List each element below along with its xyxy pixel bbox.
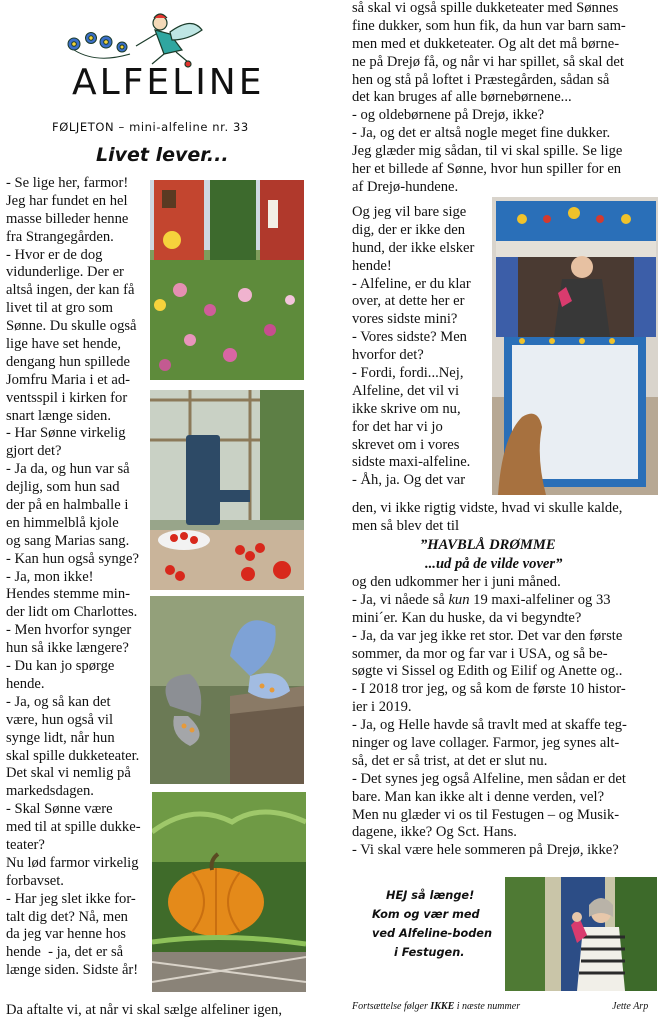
- text-line: det kan bruges af alle børnebørnene...: [352, 89, 572, 106]
- text-line: - Skal Sønne være: [6, 801, 113, 818]
- text-line: vidunderlige. Der er: [6, 264, 124, 281]
- text-line: markedsdagen.: [6, 783, 94, 800]
- feuilleton-subtitle: FØLJETON – mini-alfeline nr. 33: [52, 120, 249, 134]
- text-line: Det skal vi nemlig på: [6, 765, 131, 782]
- pumpkin-photo: [152, 792, 306, 992]
- text-line: - Åh, ja. Og det var: [352, 472, 466, 489]
- text-line: hende.: [6, 675, 45, 692]
- text-line: - og oldebørnene på Drejø, ikke?: [352, 107, 545, 124]
- text-line: hun så ikke længere?: [6, 640, 129, 657]
- text-line: hvorfor det?: [352, 347, 424, 364]
- text-line: - Ja, og det er altså nogle meget fine dukker.: [352, 125, 611, 142]
- right-column-lower-text: [352, 574, 627, 860]
- text-line: fra Strangegården.: [6, 228, 114, 245]
- text-line: - Ja da, og hun var så: [6, 461, 130, 478]
- text-line: gjort det?: [6, 443, 62, 460]
- text-line: skrevet om i vores: [352, 436, 460, 453]
- text-line: ninger og lave collager. Farmor, jeg synes alt-: [352, 735, 620, 752]
- text-line: - Vores sidste? Men: [352, 329, 467, 346]
- text-line: sidste maxi-alfeline.: [352, 454, 471, 471]
- text-line: talt dig det? Nå, men: [6, 908, 128, 925]
- text-line: så skal vi også spille dukketeater med Sønnes: [352, 0, 619, 16]
- text-line: så, det er så trist, at det er slut nu.: [352, 752, 548, 769]
- book-subtitle-heading: ...ud på de vilde vover”: [425, 556, 563, 572]
- author-name: Jette Arp: [612, 1001, 649, 1012]
- text-line: - Har jeg slet ikke for-: [6, 890, 136, 907]
- farewell-line: Kom og vær med: [372, 908, 480, 921]
- text-line: synge lidt, når hun: [6, 729, 115, 746]
- text-line: altså ingen, der kan få: [6, 282, 135, 299]
- text-line: - Alfeline, er du klar: [352, 275, 471, 292]
- text-line: - Det synes jeg også Alfeline, men sådan er det: [352, 770, 626, 787]
- garden-flowers-photo: [150, 180, 304, 380]
- text-line: masse billeder henne: [6, 210, 129, 227]
- farewell-line: i Festugen.: [394, 946, 465, 959]
- text-line: søgte vi Sissel og Edith og Eilif og Anette og..: [352, 663, 623, 680]
- text-line: Jeg har fundet en hel: [6, 192, 128, 209]
- text-line: længe siden. Sidste år!: [6, 962, 139, 979]
- left-column-last-line: Da aftalte vi, at når vi skal sælge alfeliner igen,: [6, 1002, 282, 1018]
- text-line: her et billede af Sønne, hvor hun spiller for en: [352, 161, 622, 178]
- text-line: - Du kan jo spørge: [6, 658, 115, 675]
- text-line: - Ja, vi nåede så kun 19 maxi-alfeliner og 33: [352, 591, 611, 608]
- emphasized-word: kun: [448, 591, 470, 608]
- text-line: - Kan hun også synge?: [6, 550, 139, 567]
- text-line: af Drejø-hundene.: [352, 178, 459, 195]
- text-line: - I 2018 tror jeg, og så kom de første 10 histor-: [352, 681, 626, 698]
- text-line: bare. Man kan ikke alt i denne verden, vel?: [352, 788, 605, 805]
- text-line: fine dukker, som hun fik, da hun var barn sam-: [352, 17, 626, 34]
- text-line: den, vi ikke rigtig vidste, hvad vi skulle kalde,: [352, 500, 623, 516]
- text-line: forbavset.: [6, 872, 64, 889]
- text-line: - Hvor er de dog: [6, 246, 103, 263]
- text-line: teater?: [6, 836, 45, 853]
- text-line: - Ja, da var jeg ikke ret stor. Det var den første: [352, 627, 623, 644]
- farewell-line: ved Alfeline-boden: [372, 927, 493, 940]
- right-column-top-text: [352, 0, 626, 197]
- text-line: - Se lige her, farmor!: [6, 175, 129, 191]
- text-line: hende!: [352, 257, 392, 274]
- text-line: - Har Sønne virkelig: [6, 425, 126, 442]
- right-column-wide-text: [352, 500, 622, 536]
- text-line: og den udkommer her i juni måned.: [352, 574, 561, 590]
- text-line: dejlig, som hun sad: [6, 479, 120, 496]
- text-line: der lidt om Charlottes.: [6, 604, 138, 621]
- text-line: Hendes stemme min-: [6, 586, 131, 603]
- text-line: ventsspil i kirken for: [6, 389, 128, 406]
- text-line: sommer, da mor og far var i USA, og så be-: [352, 645, 608, 662]
- text-line: skal spille dukketeater.: [6, 747, 140, 764]
- text-line: ne på Drejø få, og når vi har spillet, så skal det: [352, 53, 624, 70]
- greenhouse-chair-tomatoes-photo: [150, 390, 304, 590]
- text-line: dagene, ikke? Og Sct. Hans.: [352, 824, 517, 841]
- farewell-line: HEJ så længe!: [386, 889, 475, 902]
- text-line: snart længe siden.: [6, 407, 111, 424]
- text-line: - Fordi, fordi...Nej,: [352, 365, 464, 382]
- text-line: dig, der er ikke den: [352, 221, 466, 238]
- text-line: en himmelblå kjole: [6, 514, 119, 531]
- text-line: ier i 2019.: [352, 699, 412, 716]
- text-line: hund, der ikke elsker: [352, 239, 475, 256]
- woman-with-puppet-photo: [505, 877, 657, 991]
- right-column-mid-text: [352, 204, 474, 490]
- continuation-note: Fortsættelse følger IKKE i næste nummer: [352, 1001, 521, 1012]
- text-line: vores sidste mini?: [352, 311, 458, 328]
- text-line: - Men hvorfor synger: [6, 622, 132, 639]
- text-line: - Ja, og så kan det: [6, 693, 111, 710]
- text-line: da jeg var henne hos: [6, 926, 126, 943]
- text-line: Og jeg vil bare sige: [352, 204, 467, 220]
- fairy-with-flowers-icon: [60, 10, 250, 70]
- text-line: men med et dukketeater. Og alt det må børne-: [352, 35, 620, 52]
- text-line: Sønne. Du skulle også: [6, 318, 137, 335]
- text-line: mini´er. Kan du huske, da vi begyndte?: [352, 609, 582, 626]
- farewell-message: [372, 886, 492, 962]
- book-title-heading: ”HAVBLÅ DRØMME: [420, 537, 556, 553]
- text-line: med til at spille dukke-: [6, 819, 141, 836]
- text-line: - Ja, og Helle havde så travlt med at skaffe teg-: [352, 717, 627, 734]
- text-line: og sang Marias sang.: [6, 532, 130, 549]
- text-line: være, hun også vil: [6, 711, 114, 728]
- text-line: der på en halmballe i: [6, 497, 129, 514]
- text-line: for det har vi jo: [352, 418, 443, 435]
- left-column-text: [6, 175, 141, 980]
- logo-text: ALFELINE: [72, 62, 265, 103]
- text-line: men så blev det til: [352, 517, 459, 534]
- text-line: Men nu glæder vi os til Festugen – og Musik-: [352, 806, 620, 823]
- text-line: - Ja, mon ikke!: [6, 568, 94, 585]
- text-line: Jeg glæder mig sådan, til vi skal spille. Se lige: [352, 143, 623, 160]
- text-line: - Vi skal være hele sommeren på Drejø, ikke?: [352, 842, 619, 859]
- text-line: livet til at gro som: [6, 300, 114, 317]
- text-line: lige have set hende,: [6, 336, 122, 353]
- text-line: dengang hun spillede: [6, 353, 131, 370]
- text-line: over, at dette her er: [352, 293, 465, 310]
- page-title: Livet lever...: [96, 144, 229, 166]
- text-line: Jomfru Maria i et ad-: [6, 371, 131, 388]
- butterflies-photo: [150, 596, 304, 784]
- text-line: hen og stå på loftet i Præstegården, sådan så: [352, 71, 610, 88]
- puppet-theater-dog-photo: [492, 197, 658, 495]
- text-line: Nu lød farmor virkelig: [6, 854, 139, 871]
- text-line: hende - ja, det er så: [6, 944, 124, 961]
- text-line: Alfeline, det vil vi: [352, 382, 459, 399]
- text-line: ikke skrive om nu,: [352, 400, 461, 417]
